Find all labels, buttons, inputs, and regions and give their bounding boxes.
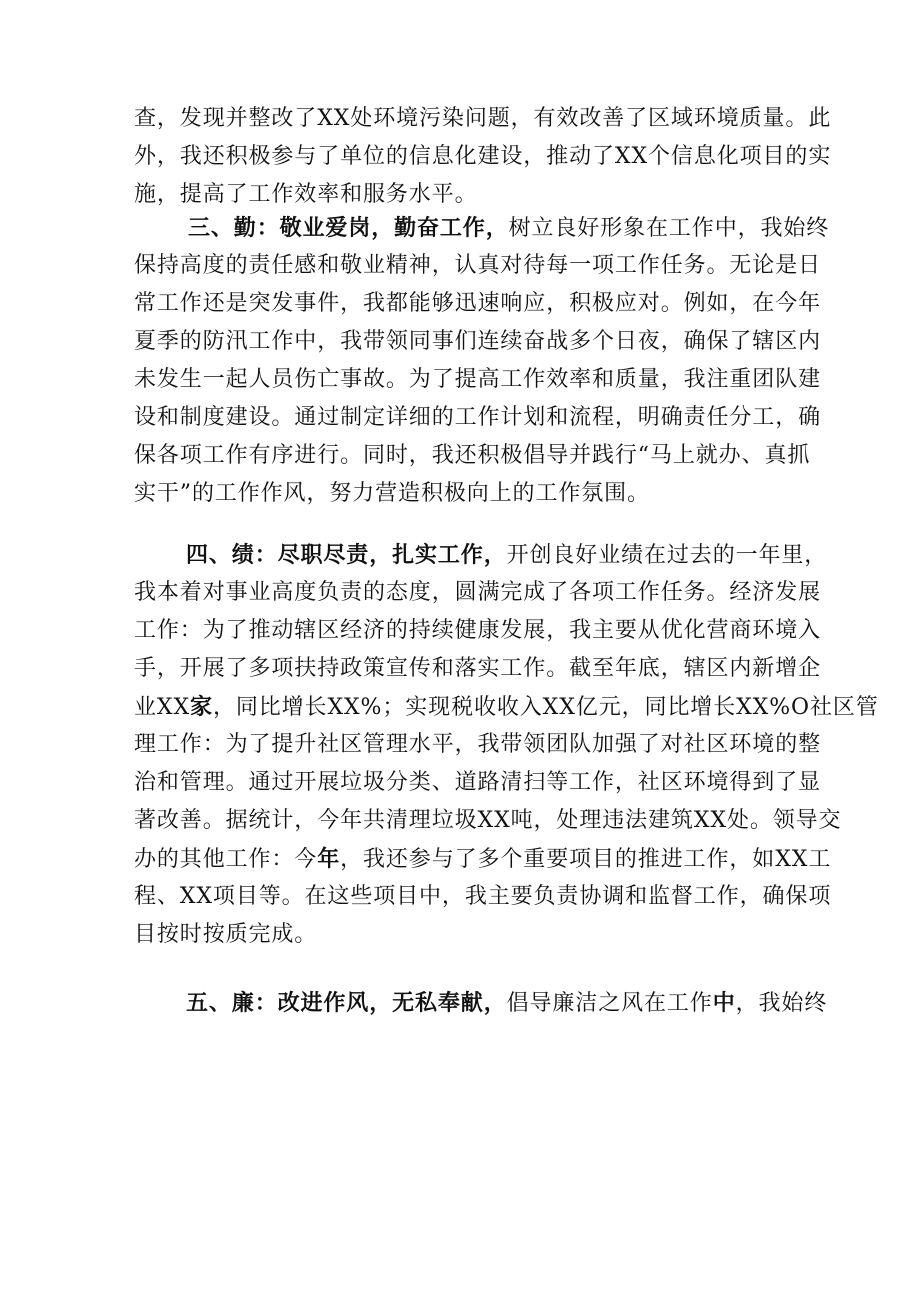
text-line xyxy=(134,400,822,436)
text-line xyxy=(134,917,794,953)
text-segment: 手，开展了多项扶持政策宣传和落实工作。截至年底，辖区内新增企 xyxy=(134,656,822,681)
text-segment: 外，我还积极参与了单位的信息化建设，推动了XX个信息化项目的实 xyxy=(134,144,832,169)
section-heading-line xyxy=(186,537,828,573)
text-line xyxy=(134,286,822,322)
section-heading: 五、廉：改进作风，无私奉献， xyxy=(186,990,507,1016)
text-segment: ，我还参与了多个重要项目的推进工作，如XX工 xyxy=(340,847,832,872)
text-segment: 办的其他工作：今 xyxy=(134,847,318,872)
text-line xyxy=(134,438,811,474)
text-line xyxy=(134,727,822,763)
text-line xyxy=(134,362,822,398)
text-line xyxy=(134,575,822,611)
text-line xyxy=(134,651,822,687)
text-line xyxy=(134,841,832,877)
text-segment: 树立良好形象在工作中，我始终 xyxy=(508,216,830,241)
text-line xyxy=(134,177,794,213)
text-segment: ，同比增长XX%；实现税收收入XX亿元，同比增长XX%O社区管 xyxy=(212,695,879,720)
text-segment: 保持高度的责任感和敬业精神，认真对待每一项工作任务。无论是日 xyxy=(134,253,822,278)
text-line xyxy=(134,139,832,175)
text-line xyxy=(134,476,794,512)
text-segment: 著改善。据统计，今年共清理垃圾XX吨，处理违法建筑XX处。领导交 xyxy=(134,808,842,833)
text-segment: ，我始终 xyxy=(735,991,828,1016)
text-line xyxy=(134,803,842,839)
text-segment: 未发生一起人员伤亡事故。为了提高工作效率和质量，我注重团队建 xyxy=(134,367,822,392)
text-segment: 业XX xyxy=(134,695,191,720)
text-segment: 家 xyxy=(190,694,213,720)
text-segment: 保各项工作有序进行。同时，我还积极倡导并践行“马上就办、真抓 xyxy=(134,443,811,468)
text-segment: 常工作还是突发事件，我都能够迅速响应，积极应对。例如，在今年 xyxy=(134,291,822,316)
text-segment: 目按时按质完成。 xyxy=(134,922,318,947)
section-heading: 三、勤：敬业爱岗，勤奋工作， xyxy=(188,215,509,241)
text-segment: 倡导廉洁之风在工作 xyxy=(506,991,713,1016)
text-segment: 查，发现并整改了XX处环境污染问题，有效改善了区域环境质量。此 xyxy=(134,106,832,131)
text-line xyxy=(134,324,822,360)
text-line xyxy=(134,101,832,137)
text-segment: 设和制度建设。通过制定详细的工作计划和流程，明确责任分工，确 xyxy=(134,405,822,430)
text-segment: 我本着对事业高度负责的态度，圆满完成了各项工作任务。经济发展 xyxy=(134,580,822,605)
text-segment: 施，提高了工作效率和服务水平。 xyxy=(134,182,478,207)
text-line xyxy=(134,765,822,801)
text-segment: 开创良好业绩在过去的一年里， xyxy=(506,543,828,568)
text-line xyxy=(134,879,832,915)
text-segment: 实干”的工作作风，努力营造积极向上的工作氛围。 xyxy=(134,481,650,506)
text-segment: 程、XX项目等。在这些项目中，我主要负责协调和监督工作，确保项 xyxy=(134,884,832,909)
text-segment: 治和管理。通过开展垃圾分类、道路清扫等工作，社区环境得到了显 xyxy=(134,770,822,795)
text-segment: 年 xyxy=(317,846,341,872)
text-line xyxy=(134,689,879,725)
text-segment: 工作：为了推动辖区经济的持续健康发展，我主要从优化营商环境入 xyxy=(134,618,822,643)
section-heading-line xyxy=(186,985,828,1021)
text-segment: 中 xyxy=(712,990,736,1016)
text-segment: 理工作：为了提升社区管理水平，我带领团队加强了对社区环境的整 xyxy=(134,732,822,757)
section-heading-line xyxy=(188,210,830,246)
text-line xyxy=(134,248,822,284)
text-line xyxy=(134,613,822,649)
section-heading: 四、绩：尽职尽责，扎实工作， xyxy=(186,542,507,568)
text-segment: 夏季的防汛工作中，我带领同事们连续奋战多个日夜，确保了辖区内 xyxy=(134,329,822,354)
